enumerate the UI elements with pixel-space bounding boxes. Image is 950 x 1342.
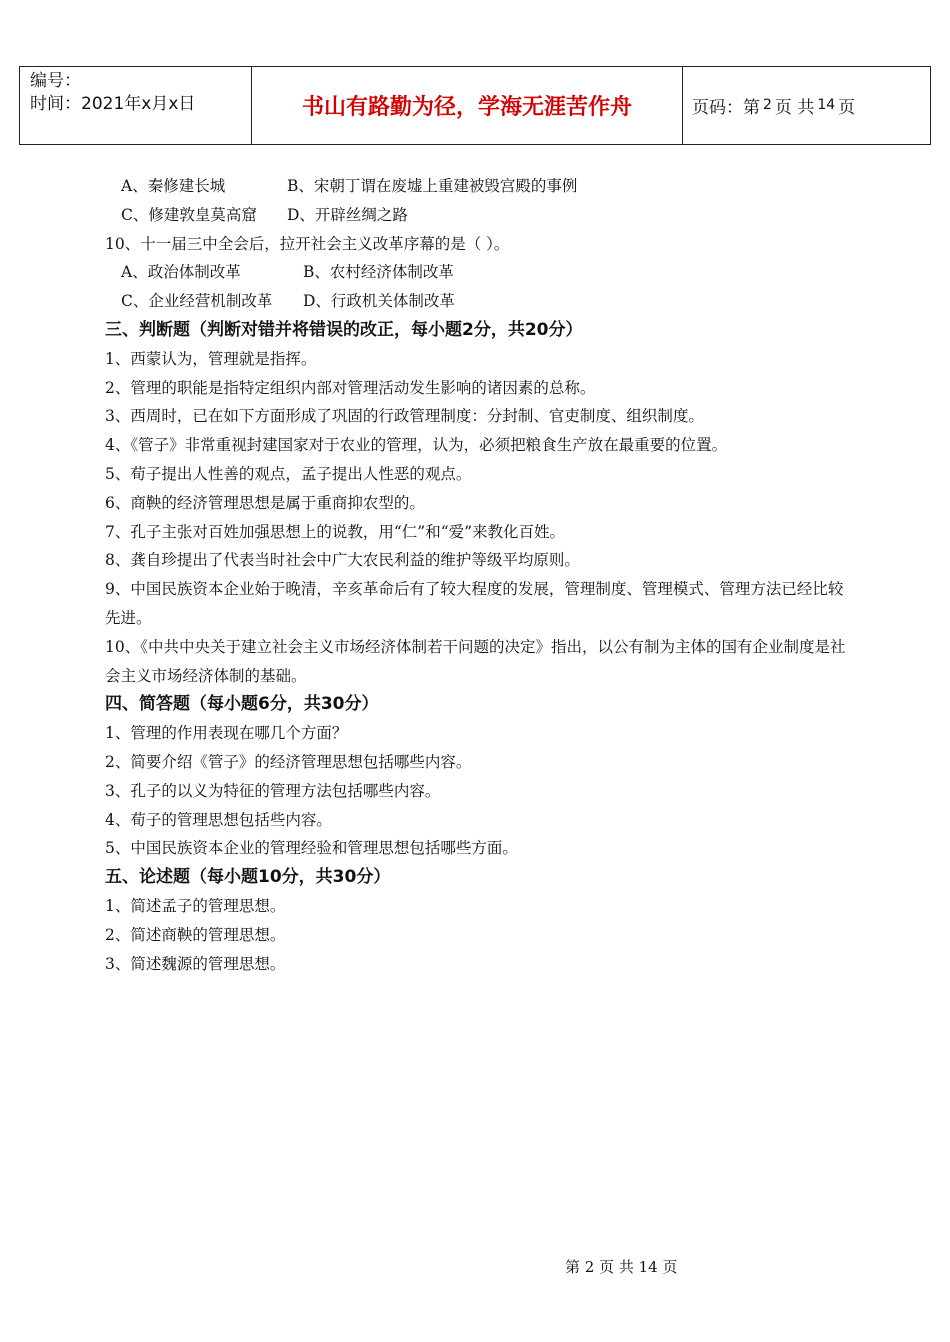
number-label: 编号： <box>30 71 81 91</box>
s3-item-9: 9、中国民族资本企业始于晚清，辛亥革命后有了较大程度的发展，管理制度、管理模式、管理方法已经比较先进。 <box>105 580 844 627</box>
s3-item-4: 4、《管子》非常重视封建国家对于农业的管理，认为，必须把粮食生产放在最重要的位置。 <box>105 436 728 455</box>
section4-title: 四、简答题（每小题6分，共30分） <box>105 694 379 715</box>
q10-option-d: D、行政机关体制改革 <box>303 292 455 311</box>
s3-item-3: 3、西周时，已在如下方面形成了巩固的行政管理制度：分封制、官吏制度、组织制度。 <box>105 407 704 426</box>
time-label: 时间：2021年x月x日 <box>30 94 196 114</box>
page-suffix: 页 <box>838 97 856 118</box>
q10-option-a: A、政治体制改革 <box>121 263 241 282</box>
s4-item-4: 4、荀子的管理思想包括些内容。 <box>105 810 332 829</box>
s5-item-2: 2、简述商鞅的管理思想。 <box>105 925 286 944</box>
header-bottom-border <box>19 144 931 145</box>
header-divider-right-edge <box>930 66 931 144</box>
s3-item-7: 7、孔子主张对百姓加强思想上的说教，用“仁”和“爱”来教化百姓。 <box>105 522 566 541</box>
s3-item-8: 8、龚自珍提出了代表当时社会中广大农民利益的维护等级平均原则。 <box>105 551 580 570</box>
q9-options-row-2 <box>105 201 850 230</box>
q10-options-row-1 <box>105 258 850 287</box>
q9-option-a: A、秦修建长城 <box>121 177 226 195</box>
q9-options-row-1 <box>105 172 850 201</box>
s4-item-5: 5、中国民族资本企业的管理经验和管理思想包括哪些方面。 <box>105 839 518 858</box>
q9-option-d: D、开辟丝绸之路 <box>287 205 408 224</box>
s5-item-1: 1、简述孟子的管理思想。 <box>105 896 286 915</box>
s3-item-1: 1、西蒙认为，管理就是指挥。 <box>105 349 317 368</box>
s3-item-10: 10、《中共中央关于建立社会主义市场经济体制若干问题的决定》指出，以公有制为主体的国有企业制度是社会主义市场经济体制的基础。 <box>105 637 846 685</box>
header-page-info <box>692 66 855 144</box>
q10-option-c: C、企业经营机制改革 <box>121 292 273 311</box>
header-meta <box>30 70 195 116</box>
s4-item-3: 3、孔子的以义为特征的管理方法包括哪些内容。 <box>105 781 441 800</box>
s3-item-6: 6、商鞅的经济管理思想是属于重商抑农型的。 <box>105 493 425 512</box>
header-divider-left-edge <box>19 66 20 144</box>
s3-item-2: 2、管理的职能是指特定组织内部对管理活动发生影响的诸因素的总称。 <box>105 378 596 397</box>
q10-options-row-2 <box>105 287 850 316</box>
s4-item-2: 2、简要介绍《管子》的经济管理思想包括哪些内容。 <box>105 752 472 771</box>
page-mid: 页 共 <box>774 97 815 118</box>
q10-text: 10、十一届三中全会后，拉开社会主义改革序幕的是（ ）。 <box>105 234 510 253</box>
page-total: 14 <box>817 97 836 113</box>
section3-title: 三、判断题（判断对错并将错误的改正，每小题2分，共20分） <box>105 319 583 340</box>
s4-item-1: 1、管理的作用表现在哪几个方面？ <box>105 724 348 743</box>
q10-option-b: B、农村经济体制改革 <box>303 263 454 282</box>
section5-title: 五、论述题（每小题10分，共30分） <box>105 867 391 888</box>
header-divider-2 <box>682 66 683 144</box>
s3-item-5: 5、荀子提出人性善的观点，孟子提出人性恶的观点。 <box>105 464 472 483</box>
page-prefix: 页码：第 <box>692 97 760 118</box>
page-number: 2 <box>763 97 772 113</box>
q9-option-c: C、修建敦皇莫高窟 <box>121 205 257 224</box>
q9-option-b: B、宋朝丁谓在废墟上重建被毁宫殿的事例 <box>287 177 578 195</box>
document-body <box>105 172 850 978</box>
header-motto: 书山有路勤为径，学海无涯苦作舟 <box>301 94 632 120</box>
s5-item-3: 3、简述魏源的管理思想。 <box>105 954 286 973</box>
page-footer: 第 2 页 共 14 页 <box>565 1258 678 1276</box>
